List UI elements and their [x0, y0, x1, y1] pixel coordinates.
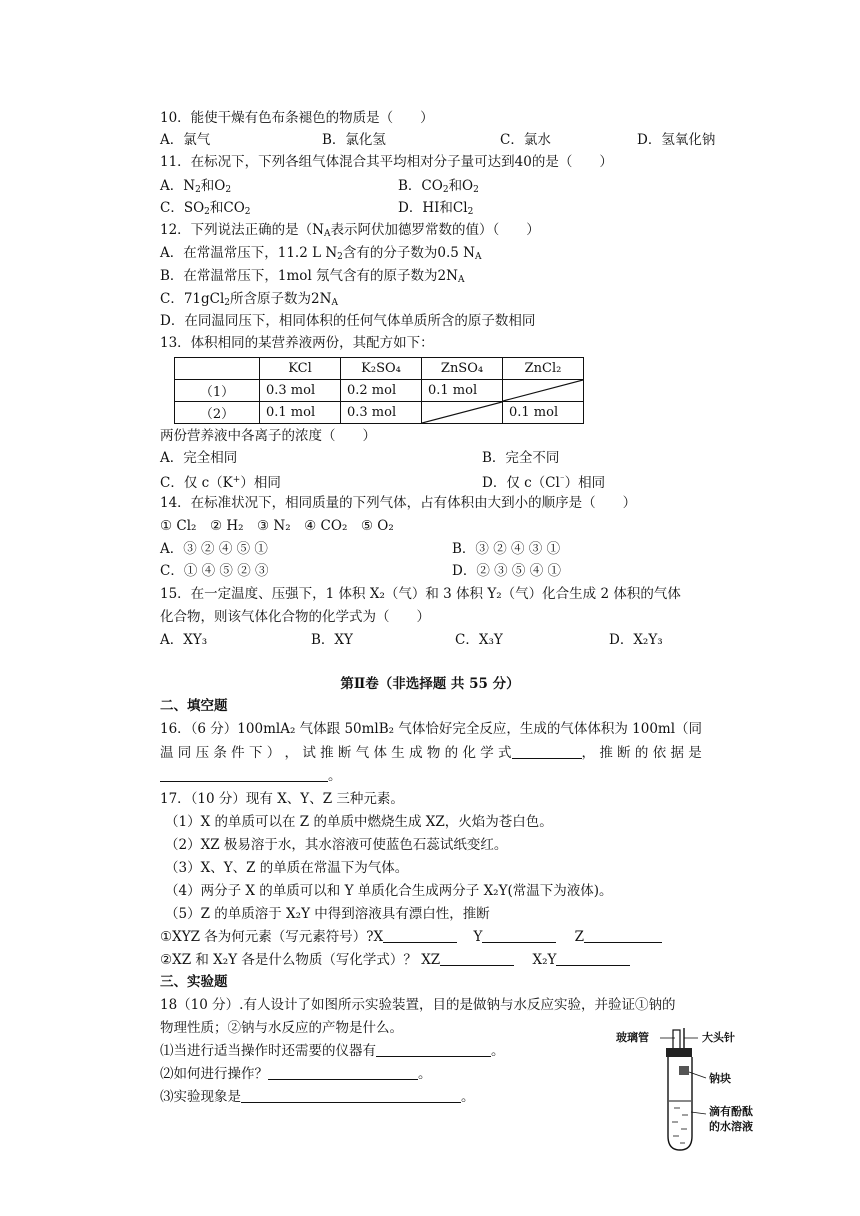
q17-z-blank[interactable] [584, 928, 662, 943]
diagonal-slash [422, 402, 502, 423]
q14-option-d: D．② ③ ⑤ ④ ① [452, 563, 561, 579]
table-cell: 0.1 mol [422, 380, 503, 402]
q18-line1: 18（10 分）.有人设计了如图所示实验装置，目的是做钠与水反应实验，并验证①钠的 [160, 997, 676, 1013]
fill-in-heading: 二、填空题 [160, 698, 228, 714]
table-header-cell [175, 358, 260, 380]
q17-clue-4: （4）两分子 X 的单质可以和 Y 单质化合生成两分子 X₂Y(常温下为液体)。 [165, 883, 613, 899]
q16-line3: 。 [160, 767, 342, 785]
q18-phenomenon-blank[interactable] [241, 1088, 461, 1103]
q11-stem: 11．在标况下，下列各组气体混合其平均相对分子量可达到40的是（ ） [160, 154, 613, 170]
q17-stem: 17．（10 分）现有 X、Y、Z 三种元素。 [160, 791, 404, 807]
q14-stem: 14．在标准状况下，相同质量的下列气体，占有体积由大到小的顺序是（ ） [160, 495, 637, 511]
q15-line2: 化合物，则该气体化合物的化学式为（ ） [160, 609, 430, 625]
q15-option-d: D．X₂Y₃ [609, 632, 663, 648]
q13-question: 两份营养液中各离子的浓度（ ） [160, 428, 376, 444]
q16-line2: 温 同 压 条 件 下 ） ， 试 推 断 气 体 生 成 物 的 化 学 式 ， 推 断 的 依 据 是 [160, 745, 702, 761]
q15-option-c: C．X₃Y [455, 632, 503, 648]
q11-option-b: B．$CO_2$和$O_2$ [398, 178, 479, 195]
diagonal-slash [503, 380, 583, 401]
solution-label-1: 滴有酚酞 [709, 1105, 753, 1118]
q18-sub-2: ⑵如何进行操作？ 。 [160, 1066, 432, 1082]
q17-clue-2: （2）XZ 极易溶于水，其水溶液可使蓝色石蕊试纸变红。 [165, 837, 508, 853]
table-cell-slashed [422, 402, 503, 424]
q11-option-d: D．HI和$Cl_2$ [398, 200, 474, 217]
table-cell-slashed [503, 380, 584, 402]
table-cell: 0.3 mol [260, 380, 341, 402]
table-cell: 0.1 mol [260, 402, 341, 424]
q17-clue-1: （1）X 的单质可以在 Z 的单质中燃烧生成 XZ，火焰为苍白色。 [165, 814, 553, 830]
q16-formula-blank[interactable] [512, 744, 582, 759]
q13-option-b: B．完全不同 [482, 450, 560, 466]
solution-label-2: 的水溶液 [709, 1120, 753, 1133]
q17-x-blank[interactable] [383, 928, 457, 943]
q15-line1: 15．在一定温度、压强下，1 体积 X₂（气）和 3 体积 Y₂（气）化合生成 2 体积的气体 [160, 586, 681, 602]
nutrient-table [174, 357, 584, 424]
q17-clue-3: （3）X、Y、Z 的单质在常温下为气体。 [165, 860, 409, 876]
table-cell: 0.1 mol [503, 402, 584, 424]
q10-option-b: B．氯化氢 [322, 132, 386, 148]
q14-option-a: A．③ ② ④ ⑤ ① [160, 541, 268, 557]
q11-option-c: C．$SO_2$和$CO_2$ [160, 200, 251, 217]
sodium-label: 钠块 [709, 1072, 731, 1085]
table-header-cell: ZnCl₂ [503, 358, 584, 380]
q13-stem: 13．体积相同的某营养液两份，其配方如下： [160, 335, 434, 351]
pin-label: 大头针 [702, 1031, 735, 1044]
q16-line1: 16．（6 分）100mlA₂ 气体跟 50mlB₂ 气体恰好完全反应，生成的气体体积为 100ml（同 [160, 721, 703, 737]
table-cell: 0.2 mol [341, 380, 422, 402]
q18-sub-3: ⑶实验现象是 。 [160, 1089, 475, 1105]
q17-x2y-blank[interactable] [556, 951, 630, 966]
q12-stem: 12．下列说法正确的是（$N_A$表示阿伏加德罗常数的值）（ ） [160, 222, 540, 239]
q13-option-c: C．仅 c（K+）相同 [160, 475, 281, 491]
q17-ask-1: ①XYZ 各为何元素（写元素符号）?X Y Z [160, 928, 662, 946]
table-header-row [175, 358, 584, 380]
apparatus-figure [612, 1026, 772, 1154]
q10-option-a: A．氯气 [160, 132, 211, 148]
table-cell: （2） [175, 402, 260, 424]
table-header-cell: K₂SO₄ [341, 358, 422, 380]
q17-clue-5: （5）Z 的单质溶于 X₂Y 中得到溶液具有漂白性，推断 [165, 906, 490, 922]
q12-option-d: D．在同温同压下，相同体积的任何气体单质所含的原子数相同 [160, 313, 536, 329]
table-cell: 0.3 mol [341, 402, 422, 424]
q17-xz-blank[interactable] [440, 951, 514, 966]
q14-option-c: C．① ④ ⑤ ② ③ [160, 563, 269, 579]
q15-option-a: A．XY₃ [160, 632, 208, 648]
q10-stem: 10．能使干燥有色布条褪色的物质是（ ） [160, 110, 434, 126]
table-cell: （1） [175, 380, 260, 402]
q10-option-c: C．氯水 [500, 132, 551, 148]
q14-gases: ① Cl₂ ② H₂ ③ N₂ ④ CO₂ ⑤ O₂ [160, 518, 394, 534]
q12-option-c: C．71gCl$_2$所含原子数为$2N_A$ [160, 291, 338, 308]
q18-line2: 物理性质；②钠与水反应的产物是什么。 [160, 1020, 403, 1036]
glass-tube-label: 玻璃管 [616, 1031, 649, 1044]
q13-option-d: D．仅 c（Cl⁻）相同 [482, 475, 606, 491]
table-header-cell: KCl [260, 358, 341, 380]
q11-option-a: A．$N_2$和$O_2$ [160, 178, 232, 195]
experiment-heading: 三、实验题 [160, 974, 228, 990]
part2-title: 第Ⅱ卷（非选择题 共 55 分） [340, 676, 520, 692]
q18-sub-1: ⑴当进行适当操作时还需要的仪器有 。 [160, 1043, 505, 1059]
q13-option-a: A．完全相同 [160, 450, 238, 466]
q15-option-b: B．XY [311, 632, 353, 648]
table-row [175, 402, 584, 424]
q12-option-b: B．在常温常压下，1mol 氖气含有的原子数为$2N_A$ [160, 268, 465, 285]
q17-ask-2: ②XZ 和 X₂Y 各是什么物质（写化学式）？ XZ X₂Y [160, 951, 630, 969]
q18-operation-blank[interactable] [268, 1065, 418, 1080]
q16-basis-blank[interactable] [160, 767, 328, 782]
q12-option-a: A．在常温常压下，11.2 L $N_2$含有的分子数为0.5 $N_A$ [160, 245, 482, 262]
q17-y-blank[interactable] [482, 928, 556, 943]
q10-option-d: D．氢氧化钠 [637, 132, 716, 148]
table-header-cell: ZnSO₄ [422, 358, 503, 380]
q14-option-b: B．③ ② ④ ③ ① [452, 541, 561, 557]
q18-instruments-blank[interactable] [376, 1042, 491, 1057]
table-row [175, 380, 584, 402]
